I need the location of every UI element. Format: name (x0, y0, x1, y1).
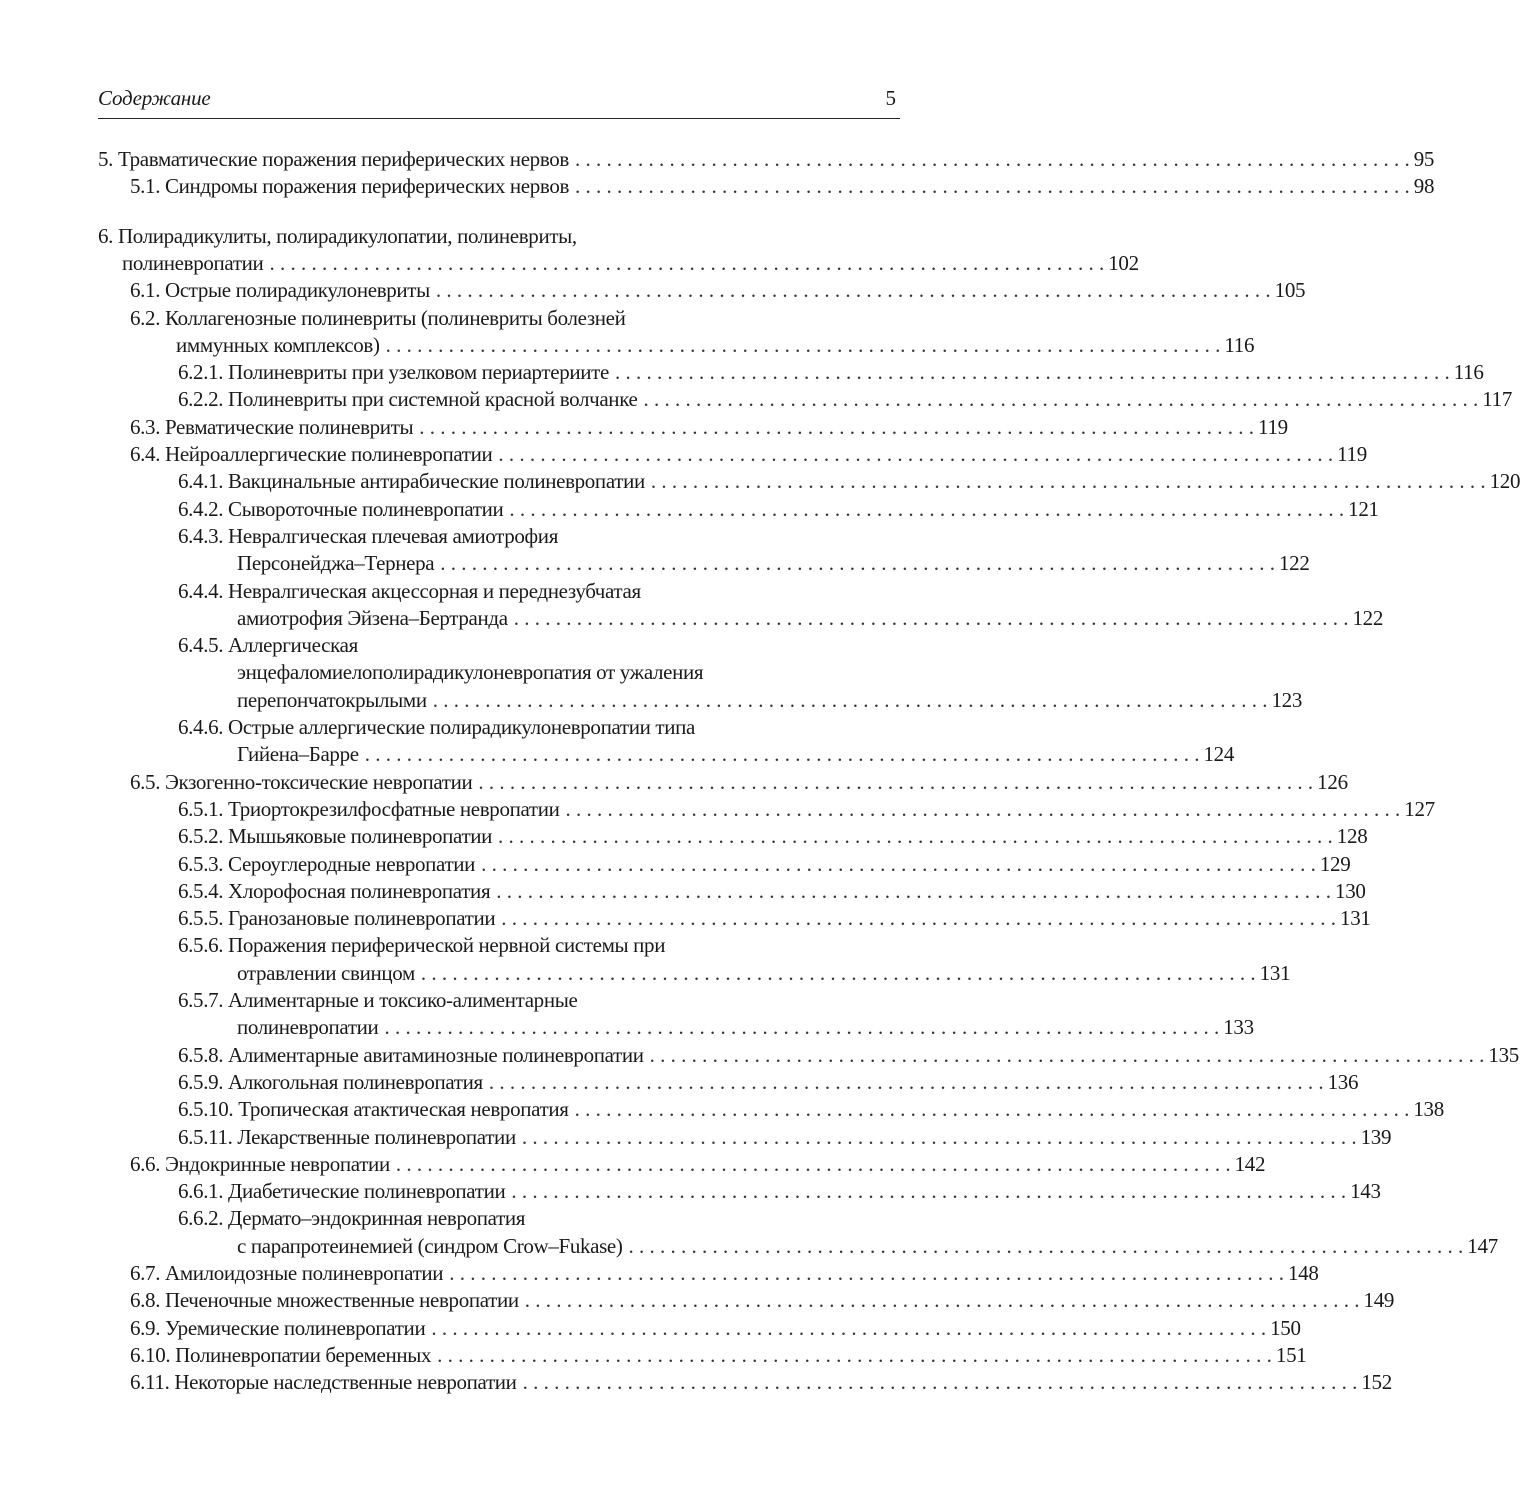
toc-entry-title: 6.5.9. Алкогольная полиневропатия (178, 1069, 483, 1094)
toc-page-number: 117 (1482, 387, 1513, 412)
toc-entry-title: 6.4.6. Острые аллергические полирадикулоневропатии типа (178, 715, 695, 739)
dot-leader: . . . . . . . . . . . . . . . . . . . . . . . . . . . . . . . . . . . . . . . . . . . . . . . . . . . . . . . . . . . . . . . . . . . . . . . . . . . . . . . . (420, 960, 1256, 985)
toc-page-number: 116 (1224, 332, 1255, 357)
dot-leader: . . . . . . . . . . . . . . . . . . . . . . . . . . . . . . . . . . . . . . . . . . . . . . . . . . . . . . . . . . . . . . . . . . . . . . . . . . . . . . . . (501, 906, 1337, 931)
toc-entry (237, 687, 1303, 714)
toc-entry-title: амиотрофия Эйзена–Бертранда (237, 605, 508, 630)
dot-leader: . . . . . . . . . . . . . . . . . . . . . . . . . . . . . . . . . . . . . . . . . . . . . . . . . . . . . . . . . . . . . . . . . . . . . . . . . . . . . . . . (509, 496, 1345, 521)
toc-entry-title: 6.5.6. Поражения периферической нервной системы при (178, 933, 666, 958)
toc-entry-title: 6.6.2. Дермато–эндокринная невропатия (178, 1206, 526, 1231)
dot-leader: . . . . . . . . . . . . . . . . . . . . . . . . . . . . . . . . . . . . . . . . . . . . . . . . . . . . . . . . . . . . . . . . . . . . . . . . . . . . . . . . (488, 1069, 1324, 1094)
toc-entry (178, 796, 1435, 823)
toc-page-number: 149 (1363, 1288, 1395, 1313)
running-header-title: Содержание (98, 86, 211, 110)
dot-leader: . . . . . . . . . . . . . . . . . . . . . . . . . . . . . . . . . . . . . . . . . . . . . . . . . . . . . . . . . . . . . . . . . . . . . . . . . . . . . . . . (575, 174, 1410, 199)
toc-entry-title: Гийена–Барре (237, 742, 359, 767)
dot-leader: . . . . . . . . . . . . . . . . . . . . . . . . . . . . . . . . . . . . . . . . . . . . . . . . . . . . . . . . . . . . . . . . . . . . . . . . . . . . . . . . (565, 796, 1401, 821)
toc-entry-line (178, 632, 898, 659)
toc-entry (130, 1342, 1307, 1369)
toc-entry (178, 386, 1513, 413)
toc-entry-title: с парапротеинемией (синдром Crow–Fukase) (237, 1233, 623, 1258)
dot-leader: . . . . . . . . . . . . . . . . . . . . . . . . . . . . . . . . . . . . . . . . . . . . . . . . . . . . . . . . . . . . . . . . . . . . . . . . . . . . . . . . (269, 250, 1105, 275)
toc-entry-title: 6.1. Острые полирадикулоневриты (130, 278, 430, 303)
dot-leader: . . . . . . . . . . . . . . . . . . . . . . . . . . . . . . . . . . . . . . . . . . . . . . . . . . . . . . . . . . . . . . . . . . . . . . . . . . . . . . . . (481, 851, 1316, 876)
dot-leader: . . . . . . . . . . . . . . . . . . . . . . . . . . . . . . . . . . . . . . . . . . . . . . . . . . . . . . . . . . . . . . . . . . . . . . . . . . . . . . . . (435, 278, 1271, 303)
dot-leader: . . . . . . . . . . . . . . . . . . . . . . . . . . . . . . . . . . . . . . . . . . . . . . . . . . . . . . . . . . . . . . . . . . . . . . . . . . . . . . . . (385, 332, 1221, 357)
toc-entry (178, 851, 1351, 878)
toc-entry (130, 414, 1288, 441)
toc-entry (178, 905, 1371, 932)
toc-entry (130, 1260, 1319, 1287)
dot-leader: . . . . . . . . . . . . . . . . . . . . . . . . . . . . . . . . . . . . . . . . . . . . . . . . . . . . . . . . . . . . . . . . . . . . . . . . . . . . . . . . (440, 551, 1275, 576)
toc-entry (178, 1042, 1519, 1069)
toc-entry (130, 1369, 1392, 1396)
toc-entry-title: 6.5.7. Алиментарные и токсико-алиментарные (178, 988, 578, 1012)
toc-entry (178, 823, 1368, 850)
toc-entry-line (178, 523, 898, 550)
dot-leader: . . . . . . . . . . . . . . . . . . . . . . . . . . . . . . . . . . . . . . . . . . . . . . . . . . . . . . . . . . . . . . . . . . . . . . . . . . . . . . . . (574, 1097, 1410, 1122)
toc-entry-title: 6.10. Полиневропатии беременных (130, 1342, 432, 1367)
toc-page-number: 142 (1234, 1151, 1266, 1176)
dot-leader: . . . . . . . . . . . . . . . . . . . . . . . . . . . . . . . . . . . . . . . . . . . . . . . . . . . . . . . . . . . . . . . . . . . . . . . . . . . . . . . . (384, 1015, 1220, 1040)
dot-leader: . . . . . . . . . . . . . . . . . . . . . . . . . . . . . . . . . . . . . . . . . . . . . . . . . . . . . . . . . . . . . . . . . . . . . . . . . . . . . . . . (449, 1261, 1284, 1285)
dot-leader: . . . . . . . . . . . . . . . . . . . . . . . . . . . . . . . . . . . . . . . . . . . . . . . . . . . . . . . . . . . . . . . . . . . . . . . . . . . . . . . . (513, 605, 1349, 630)
toc-entry (130, 1287, 1395, 1314)
toc-entry (237, 605, 1384, 632)
toc-page-number: 136 (1327, 1069, 1359, 1094)
toc-entry-title: отравлении свинцом (237, 960, 415, 985)
dot-leader: . . . . . . . . . . . . . . . . . . . . . . . . . . . . . . . . . . . . . . . . . . . . . . . . . . . . . . . . . . . . . . . . . . . . . . . . . . . . . . . . (498, 824, 1333, 849)
toc-entry-title: полиневропатии (237, 1015, 379, 1040)
dot-leader: . . . . . . . . . . . . . . . . . . . . . . . . . . . . . . . . . . . . . . . . . . . . . . . . . . . . . . . . . . . . . . . . . . . . . . . . . . . . . . . . (496, 878, 1332, 903)
dot-leader: . . . . . . . . . . . . . . . . . . . . . . . . . . . . . . . . . . . . . . . . . . . . . . . . . . . . . . . . . . . . . . . . . . . . . . . . . . . . . . . . (521, 1124, 1357, 1149)
toc-entry (176, 332, 1255, 359)
toc-entry-line (178, 578, 898, 605)
dot-leader: . . . . . . . . . . . . . . . . . . . . . . . . . . . . . . . . . . . . . . . . . . . . . . . . . . . . . . . . . . . . . . . . . . . . . . . . . . . . . . . . (524, 1288, 1360, 1313)
toc-page-number: 119 (1337, 442, 1367, 466)
toc-page-number: 105 (1274, 278, 1306, 303)
dot-leader: . . . . . . . . . . . . . . . . . . . . . . . . . . . . . . . . . . . . . . . . . . . . . . . . . . . . . . . . . . . . . . . . . . . . . . . . . . . . . . . . (628, 1233, 1464, 1258)
toc-page-number: 138 (1413, 1097, 1444, 1122)
dot-leader: . . . . . . . . . . . . . . . . . . . . . . . . . . . . . . . . . . . . . . . . . . . . . . . . . . . . . . . . . . . . . . . . . . . . . . . . . . . . . . . . (395, 1151, 1231, 1176)
toc-entry-title: 5. Травматические поражения периферических нервов (98, 147, 569, 171)
toc-page-number: 126 (1317, 769, 1348, 794)
dot-leader: . . . . . . . . . . . . . . . . . . . . . . . . . . . . . . . . . . . . . . . . . . . . . . . . . . . . . . . . . . . . . . . . . . . . . . . . . . . . . . . . (614, 360, 1450, 385)
toc-entry-line (178, 932, 898, 959)
toc-page-number: 128 (1336, 824, 1368, 849)
toc-entry (130, 441, 1367, 468)
toc-page-number: 143 (1350, 1179, 1381, 1204)
toc-entry-title: 6.2.2. Полиневриты при системной красной волчанке (178, 387, 638, 412)
toc-entry-title: 6.11. Некоторые наследственные невропатии (130, 1370, 517, 1395)
toc-entry-title: 6.5.10. Тропическая атактическая невропатия (178, 1097, 569, 1122)
toc-page-number: 124 (1203, 742, 1235, 767)
toc-entry (178, 878, 1366, 905)
toc-entry (237, 1014, 1254, 1041)
toc-entry (130, 173, 1435, 200)
toc-entry (130, 277, 1306, 304)
toc-entry-title: 6. Полирадикулиты, полирадикулопатии, полиневриты, (98, 223, 577, 248)
toc-entry (237, 550, 1310, 577)
toc-entry-title: Персонейджа–Тернера (237, 551, 435, 576)
toc-page-number: 119 (1258, 414, 1288, 439)
toc-entry-title: 6.7. Амилоидозные полиневропатии (130, 1261, 444, 1285)
toc-page-number: 98 (1413, 174, 1435, 199)
toc-entry (178, 496, 1379, 523)
toc-page-number: 151 (1275, 1342, 1307, 1367)
toc-page-number: 130 (1335, 878, 1366, 903)
toc-entry-title: 5.1. Синдромы поражения периферических нервов (130, 174, 570, 199)
toc-page-number: 147 (1467, 1233, 1498, 1258)
running-header (98, 84, 900, 119)
toc-page-number: 102 (1108, 250, 1139, 275)
toc-page-number: 133 (1223, 1015, 1254, 1040)
dot-leader: . . . . . . . . . . . . . . . . . . . . . . . . . . . . . . . . . . . . . . . . . . . . . . . . . . . . . . . . . . . . . . . . . . . . . . . . . . . . . . . . (650, 469, 1486, 494)
toc-entry-title: 6.5.5. Гранозановые полиневропатии (178, 906, 496, 931)
dot-leader: . . . . . . . . . . . . . . . . . . . . . . . . . . . . . . . . . . . . . . . . . . . . . . . . . . . . . . . . . . . . . . . . . . . . . . . . . . . . . . . . (498, 442, 1334, 466)
toc-page-number: 150 (1270, 1315, 1301, 1340)
dot-leader: . . . . . . . . . . . . . . . . . . . . . . . . . . . . . . . . . . . . . . . . . . . . . . . . . . . . . . . . . . . . . . . . . . . . . . . . . . . . . . . . (643, 387, 1479, 412)
toc-entry (178, 1178, 1381, 1205)
toc-entry (237, 960, 1291, 987)
toc-page-number: 131 (1340, 906, 1371, 931)
toc-entry-line (98, 223, 898, 250)
toc-entry-title: 6.4. Нейроаллергические полиневропатии (130, 442, 493, 466)
toc-entry-title: 6.2. Коллагенозные полиневриты (полиневриты болезней (130, 305, 626, 330)
toc-page-number: 116 (1453, 360, 1484, 385)
toc-entry (178, 1124, 1392, 1151)
dot-leader: . . . . . . . . . . . . . . . . . . . . . . . . . . . . . . . . . . . . . . . . . . . . . . . . . . . . . . . . . . . . . . . . . . . . . . . . . . . . . . . . (574, 147, 1410, 171)
toc-entry-title: 6.4.5. Аллергическая (178, 633, 358, 658)
dot-leader: . . . . . . . . . . . . . . . . . . . . . . . . . . . . . . . . . . . . . . . . . . . . . . . . . . . . . . . . . . . . . . . . . . . . . . . . . . . . . . . . (431, 1315, 1267, 1340)
toc-entry-title: 6.4.3. Невралгическая плечевая амиотрофия (178, 523, 559, 548)
toc-page-number: 122 (1352, 605, 1384, 630)
dot-leader: . . . . . . . . . . . . . . . . . . . . . . . . . . . . . . . . . . . . . . . . . . . . . . . . . . . . . . . . . . . . . . . . . . . . . . . . . . . . . . . . (649, 1042, 1485, 1067)
toc-entry (122, 250, 1139, 277)
toc-page-number: 95 (1413, 147, 1435, 171)
toc-entry-title: 6.3. Ревматические полиневриты (130, 414, 414, 439)
toc-page-number: 135 (1488, 1042, 1519, 1067)
toc-page-number: 121 (1348, 496, 1379, 521)
toc-entry (178, 1096, 1444, 1123)
toc-entry (130, 1151, 1266, 1178)
toc-page-number: 131 (1259, 960, 1291, 985)
toc-page-number: 127 (1404, 796, 1435, 821)
toc-entry-title: 6.5.4. Хлорофосная полиневропатия (178, 878, 491, 903)
dot-leader: . . . . . . . . . . . . . . . . . . . . . . . . . . . . . . . . . . . . . . . . . . . . . . . . . . . . . . . . . . . . . . . . . . . . . . . . . . . . . . . . (437, 1342, 1272, 1367)
toc-entry-title: 6.5.11. Лекарственные полиневропатии (178, 1124, 516, 1149)
toc-entry-title: полиневропатии (122, 250, 264, 275)
toc-page-number: 122 (1278, 551, 1310, 576)
toc-entry-title: 6.5.8. Алиментарные авитаминозные полиневропатии (178, 1042, 644, 1067)
toc-entry (130, 769, 1348, 796)
dot-leader: . . . . . . . . . . . . . . . . . . . . . . . . . . . . . . . . . . . . . . . . . . . . . . . . . . . . . . . . . . . . . . . . . . . . . . . . . . . . . . . . (522, 1370, 1358, 1395)
dot-leader: . . . . . . . . . . . . . . . . . . . . . . . . . . . . . . . . . . . . . . . . . . . . . . . . . . . . . . . . . . . . . . . . . . . . . . . . . . . . . . . . (478, 769, 1314, 794)
dot-leader: . . . . . . . . . . . . . . . . . . . . . . . . . . . . . . . . . . . . . . . . . . . . . . . . . . . . . . . . . . . . . . . . . . . . . . . . . . . . . . . . (432, 687, 1268, 712)
toc-entry-line (178, 1205, 898, 1232)
page-number: 5 (885, 86, 896, 110)
toc-entry-line (237, 659, 898, 686)
dot-leader: . . . . . . . . . . . . . . . . . . . . . . . . . . . . . . . . . . . . . . . . . . . . . . . . . . . . . . . . . . . . . . . . . . . . . . . . . . . . . . . . (511, 1179, 1347, 1204)
toc-page-number: 139 (1360, 1124, 1392, 1149)
toc-entry (237, 1233, 1498, 1260)
toc-entry-title: 6.5.3. Сероуглеродные невропатии (178, 851, 476, 876)
toc-entry-title: 6.9. Уремические полиневропатии (130, 1315, 426, 1340)
toc-entry-title: 6.6.1. Диабетические полиневропатии (178, 1179, 506, 1204)
toc-entry-title: 6.6. Эндокринные невропатии (130, 1151, 390, 1176)
toc-entry-title: 6.2.1. Полиневриты при узелковом периартериите (178, 360, 609, 385)
toc-entry-title: 6.4.2. Сывороточные полиневропатии (178, 496, 504, 521)
toc-entry-title: перепончатокрылыми (237, 687, 427, 712)
toc-entry (130, 1315, 1301, 1342)
toc-entry-title: 6.8. Печеночные множественные невропатии (130, 1288, 519, 1313)
toc-page-number: 148 (1287, 1261, 1319, 1285)
toc-entry-line (130, 305, 898, 332)
toc-entry-title: 6.5.1. Триортокрезилфосфатные невропатии (178, 796, 560, 821)
toc-entry-title: 6.4.4. Невралгическая акцессорная и переднезубчатая (178, 578, 641, 603)
dot-leader: . . . . . . . . . . . . . . . . . . . . . . . . . . . . . . . . . . . . . . . . . . . . . . . . . . . . . . . . . . . . . . . . . . . . . . . . . . . . . . . . (419, 414, 1255, 439)
toc-entry (178, 1069, 1359, 1096)
toc-entry-title: 6.5. Экзогенно-токсические невропатии (130, 769, 473, 794)
toc-entry-title: 6.4.1. Вакцинальные антирабические полиневропатии (178, 469, 645, 494)
toc-entry (98, 146, 1435, 173)
toc-page-number: 129 (1319, 851, 1351, 876)
toc-entry (178, 359, 1484, 386)
toc-entry-line (178, 714, 898, 741)
toc-entry-title: энцефаломиелополирадикулоневропатия от ужаления (237, 660, 704, 685)
toc-page-number: 120 (1489, 469, 1520, 494)
toc-entry (237, 741, 1235, 768)
toc-entry-title: 6.5.2. Мышьяковые полиневропатии (178, 824, 493, 849)
toc-entry-line (178, 987, 898, 1014)
toc-entry (178, 468, 1520, 495)
toc-page-number: 152 (1361, 1370, 1392, 1395)
dot-leader: . . . . . . . . . . . . . . . . . . . . . . . . . . . . . . . . . . . . . . . . . . . . . . . . . . . . . . . . . . . . . . . . . . . . . . . . . . . . . . . . (364, 742, 1200, 767)
toc-entry-title: иммунных комплексов) (176, 332, 380, 357)
toc-page-number: 123 (1271, 687, 1303, 712)
